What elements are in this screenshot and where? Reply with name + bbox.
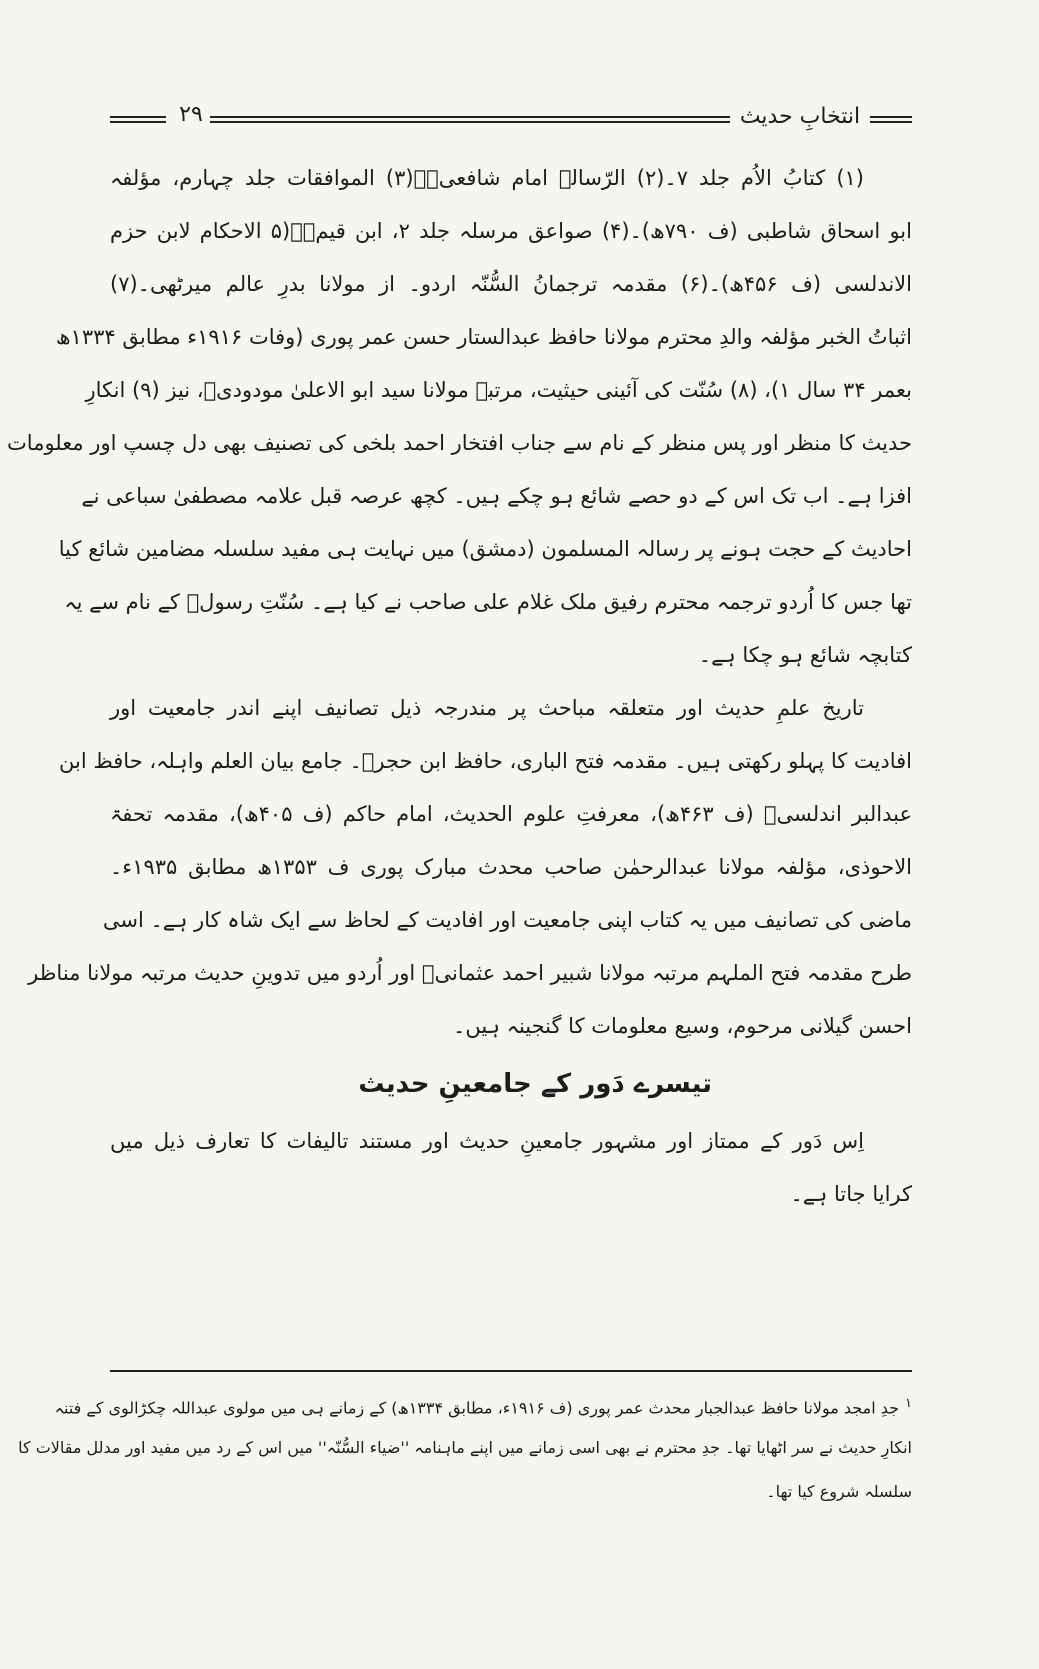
text-line: الاحوذی، مؤلفہ مولانا عبدالرحمٰن صاحب محدث مبارک پوری ف ۱۳۵۳ھ مطابق ۱۹۳۵ء۔ xyxy=(110,855,913,879)
text-line: (۱) کتابُ الاُم جلد ۷۔(۲) الرّسالہ امام شافعیؒ۔(۳) الموافقات جلد چہارم، مؤلفہ xyxy=(110,166,864,190)
text-line: اِس دَور کے ممتاز اور مشہور جامعینِ حدیث اور مستند تالیفات کا تعارف ذیل میں xyxy=(110,1129,864,1153)
footnote-line: انکارِ حدیث نے سر اٹھایا تھا۔ جدِ محترم نے بھی اسی زمانے میں اپنے ماہنامہ ''ضیاء السُّنّہ'' میں اس کے رد میں مفید اور مدلل مقالات کا xyxy=(18,1438,912,1457)
text-line: کرایا جاتا ہے۔ xyxy=(790,1182,912,1206)
footnote-marker: ۱ xyxy=(905,1396,912,1411)
text-line: حدیث کا منظر اور پس منظر کے نام سے جناب افتخار احمد بلخی کی تصنیف بھی دل چسپ اور معلومات xyxy=(7,431,912,455)
text-line: ابو اسحاق شاطبی (ف ۷۹۰ھ)۔(۴) صواعق مرسلہ جلد ۲، ابن قیمؒ۔(۵ الاحکام لابن حزم xyxy=(110,219,912,243)
text-line: احادیث کے حجت ہونے پر رسالہ المسلمون (دمشق) میں نہایت ہی مفید سلسلہ مضامین شائع کیا xyxy=(58,537,912,561)
text-line: اثباتُ الخبر مؤلفہ والدِ محترم مولانا حافظ عبدالستار حسن عمر پوری (وفات ۱۹۱۶ء مطابق ۱۳۳۴ھ xyxy=(55,325,912,349)
text-line: طرح مقدمہ فتح الملہم مرتبہ مولانا شبیر احمد عثمانیؒ اور اُردو میں تدوینِ حدیث مرتبہ مولانا مناظر xyxy=(28,961,912,985)
section-heading: تیسرے دَور کے جامعینِ حدیث xyxy=(358,1069,712,1099)
footnote-line xyxy=(54,1382,912,1426)
text-line: تاریخ علمِ حدیث اور متعلقہ مباحث پر مندرجہ ذیل تصانیف اپنے اندر جامعیت اور xyxy=(110,696,864,720)
text-line: ماضی کی تصانیف میں یہ کتاب اپنی جامعیت اور افادیت کے لحاظ سے ایک شاہ کار ہے۔ اسی xyxy=(102,908,912,932)
running-header xyxy=(110,102,912,142)
header-rule-right xyxy=(870,116,912,123)
footnotes xyxy=(18,1382,912,1514)
running-title: انتخابِ حدیث xyxy=(739,104,861,129)
body-text xyxy=(7,152,913,1221)
text-line: احسن گیلانی مرحوم، وسیع معلومات کا گنجینہ ہیں۔ xyxy=(453,1014,912,1038)
text-line: تھا جس کا اُردو ترجمہ محترم رفیق ملک غلام علی صاحب نے کیا ہے۔ سُنّتِ رسولؐ کے نام سے یہ xyxy=(64,590,912,614)
text-line: افادیت کا پہلو رکھتی ہیں۔ مقدمہ فتح الباری، حافظ ابن حجرؒ۔ جامع بیان العلم واہلہ، حافظ ابن xyxy=(58,749,912,773)
text-line: عبدالبر اندلسیؒ (ف ۴۶۳ھ)، معرفتِ علوم الحدیث، امام حاکم (ف ۴۰۵ھ)، مقدمہ تحفۃ xyxy=(110,802,912,826)
paragraph-history-works xyxy=(28,682,913,1053)
footnote-line: سلسلہ شروع کیا تھا۔ xyxy=(766,1482,912,1501)
header-rule-middle xyxy=(210,116,730,123)
page-number: ۲۹ xyxy=(179,102,203,127)
footnote-text: جدِ امجد مولانا حافظ عبدالجبار محدث عمر پوری (ف ۱۹۱۶ء، مطابق ۱۳۳۴ھ) کے زمانے ہی میں مولوی عبداللہ چکڑالوی کے فتنہ xyxy=(54,1398,900,1418)
text-line: الاندلسی (ف ۴۵۶ھ)۔(۶) مقدمہ ترجمانُ السُّنّہ اردو۔ از مولانا بدرِ عالم میرٹھی۔(۷) xyxy=(110,272,912,296)
text-line: بعمر ۳۴ سال ۱)، (۸) سُنّت کی آئینی حیثیت، مرتبہ مولانا سید ابو الاعلیٰ مودودیؒ، نیز (۹) انکارِ xyxy=(85,378,912,402)
footnote-separator xyxy=(110,1370,912,1372)
paragraph-introduction xyxy=(110,1115,912,1221)
paragraph-sources-list xyxy=(7,152,912,682)
text-line: کتابچہ شائع ہو چکا ہے۔ xyxy=(698,643,912,667)
header-rule-left xyxy=(110,116,166,123)
text-line: افزا ہے۔ اب تک اس کے دو حصے شائع ہو چکے ہیں۔ کچھ عرصہ قبل علامہ مصطفیٰ سباعی نے xyxy=(81,484,912,508)
